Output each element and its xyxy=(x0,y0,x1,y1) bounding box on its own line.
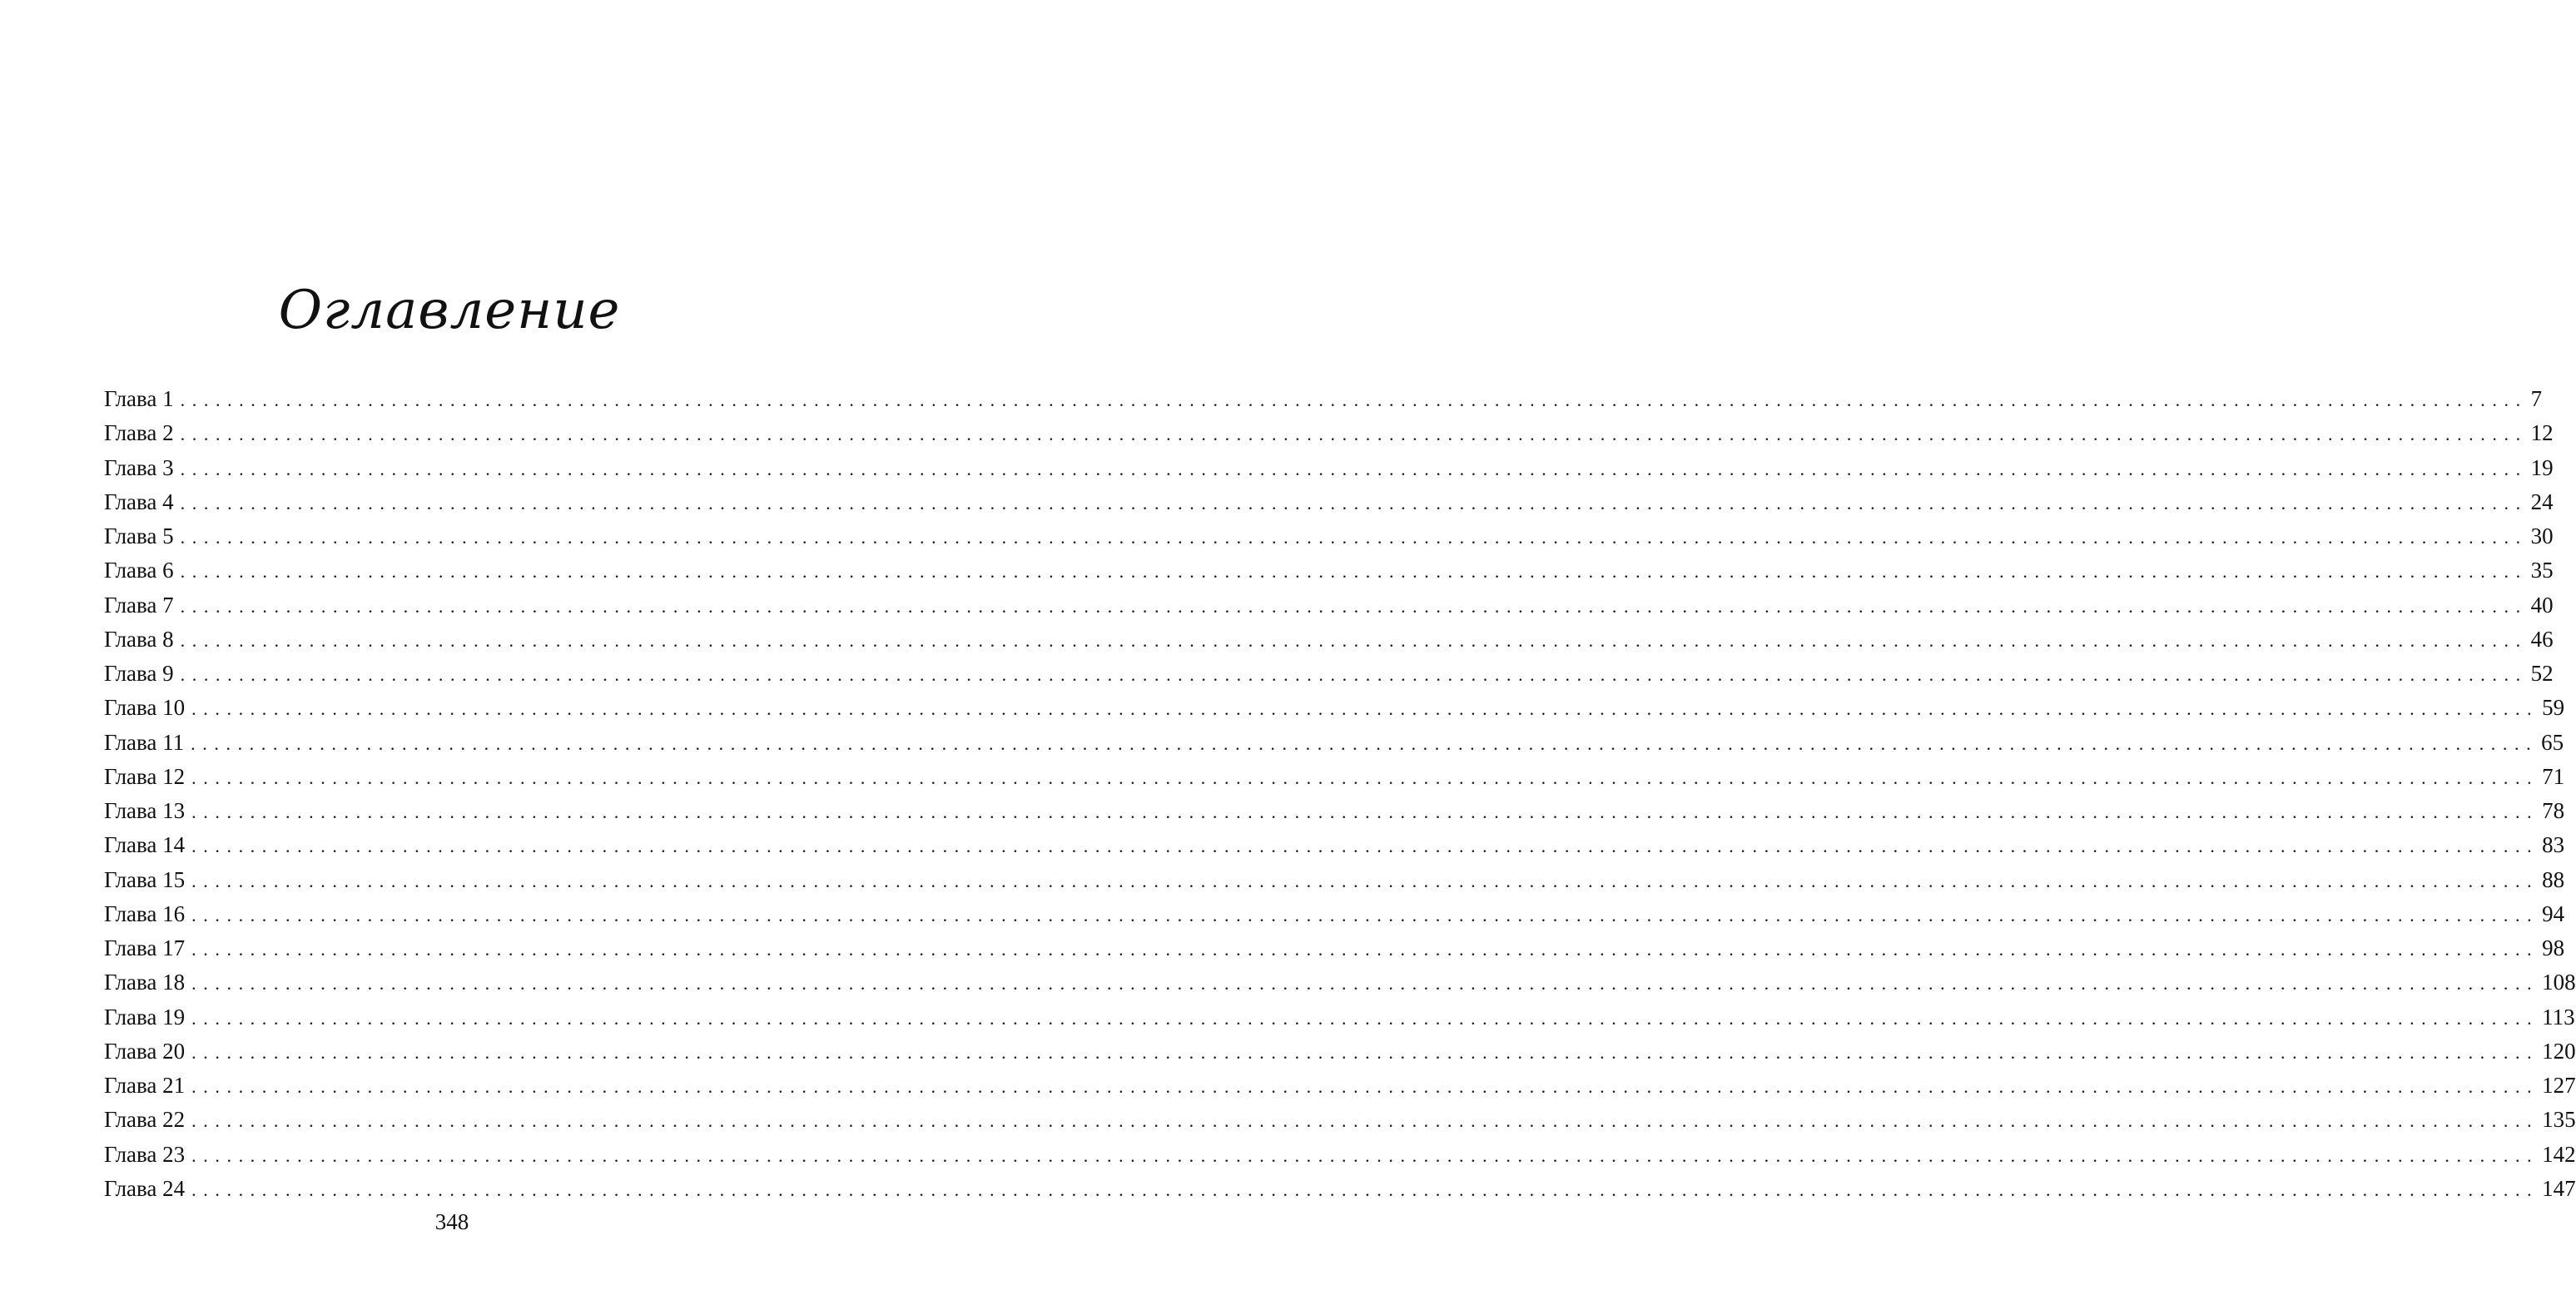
toc-entry xyxy=(104,519,2554,553)
toc-entry-page: 78 xyxy=(2542,798,2565,823)
toc-entry xyxy=(104,1138,2576,1172)
toc-entry-label: Глава 3 xyxy=(104,454,174,480)
toc-entry xyxy=(104,760,2565,794)
toc-entry xyxy=(104,931,2565,965)
toc-entry-page: 135 xyxy=(2542,1107,2576,1133)
toc-entry-label: Глава 4 xyxy=(104,489,174,514)
toc-entry-label: Глава 7 xyxy=(104,592,174,618)
dot-leader: ........................................................................................................................................................................................................ xyxy=(180,595,2528,617)
dot-leader: ........................................................................................................................................................................................................ xyxy=(191,904,2539,925)
toc-entry xyxy=(104,1000,2575,1034)
page-title: Оглавление xyxy=(278,280,621,341)
dot-leader: ........................................................................................................................................................................................................ xyxy=(180,561,2528,583)
toc-entry-label: Глава 14 xyxy=(104,832,186,858)
toc-entry-page: 71 xyxy=(2542,763,2565,789)
toc-entry xyxy=(104,965,2576,1000)
dot-leader: ........................................................................................................................................................................................................ xyxy=(191,973,2539,995)
toc-entry-label: Глава 13 xyxy=(104,798,186,823)
toc-entry-label: Глава 9 xyxy=(104,661,174,686)
dot-leader: ........................................................................................................................................................................................................ xyxy=(180,424,2528,445)
dot-leader: ........................................................................................................................................................................................................ xyxy=(191,939,2539,960)
toc-entry-page: 46 xyxy=(2530,626,2554,652)
toc-entry-label: Глава 5 xyxy=(104,523,174,548)
dot-leader: ........................................................................................................................................................................................................ xyxy=(191,870,2539,891)
dot-leader: ........................................................................................................................................................................................................ xyxy=(191,698,2539,720)
dot-leader: ........................................................................................................................................................................................................ xyxy=(191,732,2539,754)
toc-entry-label: Глава 22 xyxy=(104,1107,186,1133)
toc-entry xyxy=(104,726,2564,760)
page-number: 348 xyxy=(434,1209,469,1234)
toc-entry xyxy=(104,828,2565,862)
toc-entry-page: 94 xyxy=(2542,901,2565,926)
toc-entry-label: Глава 19 xyxy=(104,1004,186,1030)
toc-entry xyxy=(104,1172,2576,1206)
dot-leader: ........................................................................................................................................................................................................ xyxy=(180,527,2528,548)
dot-leader: ........................................................................................................................................................................................................ xyxy=(180,492,2528,514)
toc-entry xyxy=(104,1034,2576,1069)
toc-entry-label: Глава 11 xyxy=(104,729,185,755)
toc-entry xyxy=(104,553,2554,588)
toc-entry xyxy=(104,1103,2576,1137)
toc-entry xyxy=(104,416,2554,450)
toc-entry xyxy=(104,588,2554,623)
toc-entry-label: Глава 16 xyxy=(104,901,186,926)
toc-entry-page: 98 xyxy=(2542,935,2565,960)
dot-leader: ........................................................................................................................................................................................................ xyxy=(191,767,2539,788)
table-of-contents xyxy=(104,382,2576,1206)
toc-entry-label: Глава 23 xyxy=(104,1141,186,1167)
toc-entry-page: 65 xyxy=(2541,729,2564,755)
dot-leader: ........................................................................................................................................................................................................ xyxy=(191,1041,2539,1063)
toc-entry xyxy=(104,794,2565,828)
toc-entry-page: 35 xyxy=(2530,558,2554,583)
toc-entry xyxy=(104,863,2565,897)
toc-entry-label: Глава 6 xyxy=(104,558,174,583)
dot-leader: ........................................................................................................................................................................................................ xyxy=(191,836,2539,857)
toc-entry-label: Глава 8 xyxy=(104,626,174,652)
dot-leader: ........................................................................................................................................................................................................ xyxy=(191,801,2539,822)
toc-entry-page: 147 xyxy=(2542,1175,2576,1201)
toc-entry-label: Глава 1 xyxy=(104,386,174,411)
toc-entry-page: 7 xyxy=(2530,386,2543,411)
toc-entry xyxy=(104,451,2554,485)
toc-entry-page: 108 xyxy=(2542,970,2576,995)
toc-entry-label: Глава 17 xyxy=(104,935,186,960)
dot-leader: ........................................................................................................................................................................................................ xyxy=(191,1007,2539,1029)
toc-entry-label: Глава 24 xyxy=(104,1175,186,1201)
toc-entry-page: 40 xyxy=(2530,592,2554,618)
toc-entry-page: 142 xyxy=(2542,1141,2576,1167)
toc-entry xyxy=(104,485,2554,519)
toc-entry-page: 59 xyxy=(2542,695,2565,721)
toc-entry xyxy=(104,897,2565,931)
toc-entry xyxy=(104,623,2554,657)
dot-leader: ........................................................................................................................................................................................................ xyxy=(191,1076,2539,1097)
toc-entry xyxy=(104,691,2565,725)
toc-entry-page: 83 xyxy=(2542,832,2565,858)
dot-leader: ........................................................................................................................................................................................................ xyxy=(180,664,2528,685)
toc-entry-page: 52 xyxy=(2530,661,2554,686)
toc-entry-page: 120 xyxy=(2542,1038,2576,1064)
toc-entry-page: 12 xyxy=(2530,420,2554,446)
toc-entry-page: 30 xyxy=(2530,523,2554,548)
dot-leader: ........................................................................................................................................................................................................ xyxy=(180,629,2528,651)
toc-entry-page: 19 xyxy=(2530,454,2554,480)
toc-entry-page: 88 xyxy=(2542,866,2565,892)
toc-entry-label: Глава 10 xyxy=(104,695,186,721)
toc-entry-label: Глава 12 xyxy=(104,763,186,789)
dot-leader: ........................................................................................................................................................................................................ xyxy=(180,458,2528,479)
toc-entry-label: Глава 18 xyxy=(104,970,186,995)
toc-entry-label: Глава 20 xyxy=(104,1038,186,1064)
toc-entry xyxy=(104,1069,2576,1103)
toc-entry-page: 24 xyxy=(2530,489,2554,514)
toc-entry-label: Глава 15 xyxy=(104,866,186,892)
dot-leader: ........................................................................................................................................................................................................ xyxy=(191,1144,2539,1166)
dot-leader: ........................................................................................................................................................................................................ xyxy=(191,1178,2539,1200)
toc-entry xyxy=(104,382,2543,416)
toc-entry-page: 113 xyxy=(2542,1004,2575,1030)
toc-entry-label: Глава 2 xyxy=(104,420,174,446)
dot-leader: ........................................................................................................................................................................................................ xyxy=(180,389,2528,410)
toc-entry xyxy=(104,657,2554,691)
toc-entry-page: 127 xyxy=(2542,1073,2576,1098)
dot-leader: ........................................................................................................................................................................................................ xyxy=(191,1110,2539,1132)
toc-entry-label: Глава 21 xyxy=(104,1073,186,1098)
